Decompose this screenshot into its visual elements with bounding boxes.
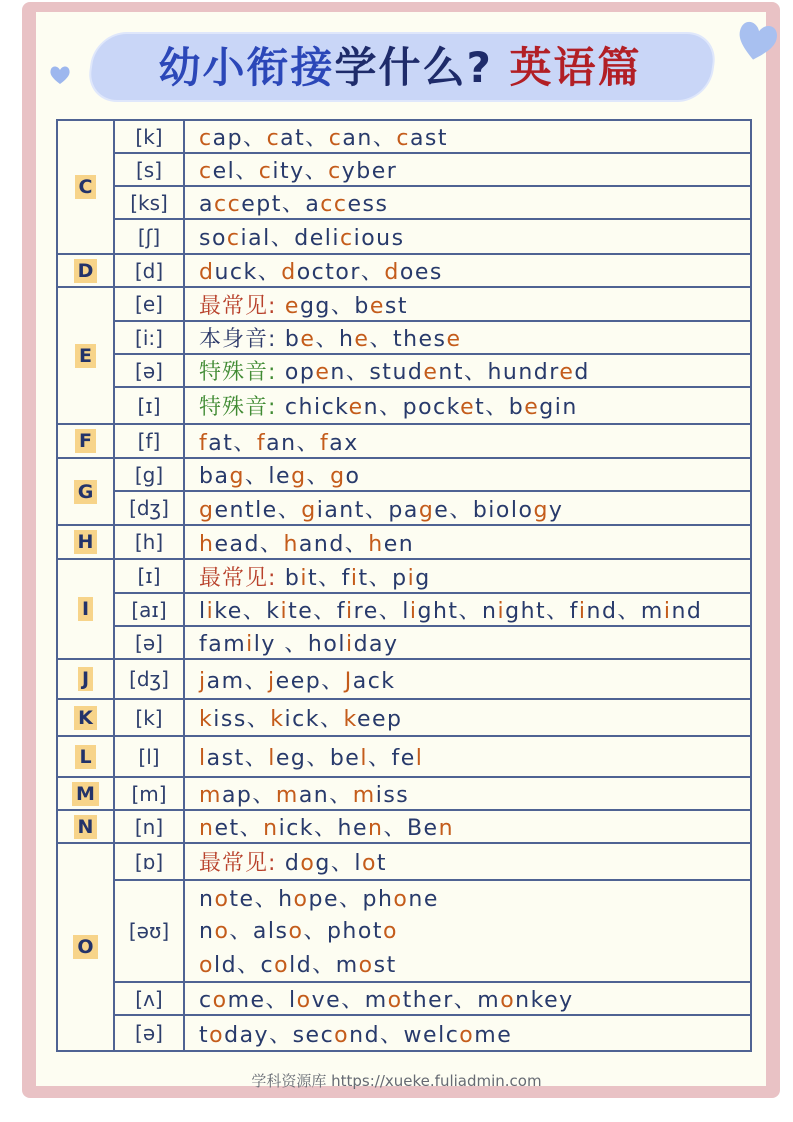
example-words [184,254,751,287]
highlighted-letter: c [396,126,410,151]
highlighted-letter: o [500,988,516,1013]
word-text: ack [352,668,396,694]
word-text: e、biolo [434,497,534,523]
word-text: l [199,599,207,624]
highlighted-letter: i [409,599,418,624]
word-text: te、h [229,886,294,912]
highlighted-letter: f [320,430,330,456]
highlighted-letter: l [268,746,276,771]
word-text: g [415,565,431,591]
example-words [184,777,751,810]
highlighted-letter: o [387,988,403,1013]
letter-badge: H [74,530,98,554]
page-title [120,36,680,100]
highlighted-letter: o [459,1022,475,1048]
sound-label: 特殊音: [199,360,277,385]
word-text: uck、 [214,260,282,285]
highlighted-letter: c [226,226,241,251]
word-text: 、h [315,327,355,352]
sound-label: 最常见: [199,851,277,876]
word-text: ke、k [214,599,281,624]
word-text: ast、 [206,746,269,771]
table-row [57,659,751,699]
phonetic-symbol: [ə] [114,1015,184,1051]
highlighted-letter: n [368,816,384,841]
heart-icon [48,64,72,86]
word-text: ax [329,430,359,456]
letter-cell [57,736,114,777]
phonetic-symbol: [m] [114,777,184,810]
highlighted-letter: o [212,988,228,1013]
word-text: ept、a [241,192,321,217]
highlighted-letter: i [497,599,506,624]
word-text: 、 [306,464,331,489]
word-text: g、l [315,851,362,876]
example-words [184,593,751,626]
word-text: b [284,327,301,352]
highlighted-letter: h [283,531,299,557]
highlighted-letter: c [266,126,281,151]
example-words [184,387,751,424]
word-text: t [199,1022,210,1048]
heart-icon [734,18,780,64]
word-text: 、le [244,464,292,489]
title-part-1: 幼小衔接 [158,43,335,92]
word-text: eep [356,707,403,732]
highlighted-letter: m [275,783,299,808]
highlighted-letter: j [268,668,276,694]
highlighted-letter: c [258,159,273,184]
word-text: octor、 [296,260,385,285]
phonetic-symbol: [ɒ] [114,843,184,880]
highlighted-letter: i [280,599,289,624]
word-text: an、 [298,783,353,808]
highlighted-letter: f [199,430,209,456]
word-text: ick、 [284,707,344,732]
word-text: eg、be [275,746,361,771]
phonetic-symbol: [i:] [114,321,184,354]
highlighted-letter: m [199,783,222,808]
highlighted-letter: o [358,953,374,978]
word-text: eep、 [275,668,345,694]
word-text: n、pock [363,395,461,420]
letter-cell [57,458,114,525]
example-words [184,287,751,321]
highlighted-letter: e [369,293,385,319]
letter-cell [57,424,114,458]
word-text: 、als [229,919,289,944]
word-text: ick、he [278,816,369,841]
highlighted-letter: e [315,360,331,385]
table-row [57,843,751,880]
highlighted-letter: n [263,816,279,841]
table-row [57,1015,751,1051]
phonetic-symbol: [f] [114,424,184,458]
phonetic-symbol: [g] [114,458,184,491]
word-text: ast [409,126,449,151]
word-text: oes [399,260,443,285]
letter-cell [57,810,114,843]
phonetic-symbol: [k] [114,120,184,153]
highlighted-letter: e [524,395,540,420]
table-row [57,321,751,354]
highlighted-letter: f [256,430,267,456]
highlighted-letter: l [360,746,368,771]
phonetic-symbol: [d] [114,254,184,287]
word-text: 、thes [369,327,447,352]
letter-badge: L [75,745,95,769]
letter-badge: I [78,597,93,621]
highlighted-letter: h [199,531,215,557]
highlighted-letter: i [350,565,359,591]
word-text: 、phot [303,919,383,944]
highlighted-letter: o [382,919,398,944]
table-row [57,120,751,153]
phonetic-symbol: [h] [114,525,184,559]
word-text: iant、pa [316,497,419,523]
word-text: b [284,565,301,591]
highlighted-letter: d [281,260,297,285]
table-row [57,699,751,736]
letter-badge: F [75,429,96,453]
letter-badge: N [74,815,98,839]
word-text: fam [199,632,247,657]
highlighted-letter: cc [213,192,242,217]
highlighted-letter: n [438,816,455,841]
word-text: te、f [288,599,347,624]
highlighted-letter: o [293,886,309,912]
word-text: ity、 [272,159,329,184]
table-row [57,736,751,777]
highlighted-letter: o [334,1022,350,1048]
example-words [184,736,751,777]
highlighted-letter: c [199,126,213,151]
highlighted-letter: m [352,783,376,808]
phonetic-symbol: [dʒ] [114,491,184,525]
letter-badge: D [74,259,98,283]
example-words [184,810,751,843]
example-words [184,982,751,1015]
example-words [184,659,751,699]
highlighted-letter: g [229,464,245,489]
letter-cell [57,843,114,1051]
word-text: gin [539,395,578,420]
word-text: t [376,851,388,876]
table-row [57,982,751,1015]
word-text: ly 、hol [253,632,346,657]
title-part-2: 学什么? [334,43,493,92]
highlighted-letter: j [199,668,207,694]
highlighted-letter: i [346,599,354,624]
phonetic-symbol: [əʊ] [114,880,184,982]
example-words [184,153,751,186]
highlighted-letter: i [246,632,254,657]
highlighted-letter: e [300,327,316,352]
highlighted-letter: k [270,707,285,732]
table-row [57,458,751,491]
letter-badge: O [73,935,97,959]
highlighted-letter: d [199,260,215,285]
word-text: d [574,360,590,385]
word-text: a [199,192,214,217]
phonetic-symbol: [e] [114,287,184,321]
example-words [184,458,751,491]
word-text: o [345,464,361,489]
highlighted-letter: e [423,360,439,385]
highlighted-letter: i [578,599,587,624]
table-row [57,810,751,843]
table-row [57,186,751,219]
word-text: 、fe [367,746,416,771]
highlighted-letter: i [407,565,416,591]
phonetic-symbol: [ɪ] [114,387,184,424]
letter-badge: M [72,782,99,806]
sound-label: 最常见: [199,293,277,319]
example-words [184,880,751,913]
word-text: t、f [308,565,351,591]
table-row [57,593,751,626]
highlighted-letter: o [296,988,312,1013]
phonetic-symbol: [s] [114,153,184,186]
example-words [184,525,751,559]
word-text: entle、 [214,497,302,523]
word-text: nd [671,599,703,624]
highlighted-letter: e [446,327,462,352]
highlighted-letter: e [284,293,300,319]
phonetic-symbol: [ʃ] [114,219,184,254]
example-words [184,843,751,880]
word-text: iss [375,783,410,808]
letter-cell [57,699,114,736]
word-text: nd、m [586,599,664,624]
example-words [184,491,751,525]
word-text: day [353,632,399,657]
word-text: 、Be [383,816,439,841]
highlighted-letter: g [330,464,346,489]
highlighted-letter: J [344,668,353,694]
letter-cell [57,120,114,254]
word-text: at、 [280,126,329,151]
word-text: el、 [212,159,259,184]
word-text: op [284,360,316,385]
phonetic-symbol: [ks] [114,186,184,219]
title-part-3: 英语篇 [509,43,642,92]
highlighted-letter: c [339,226,354,251]
highlighted-letter: g [291,464,307,489]
letter-cell [57,659,114,699]
example-words [184,424,751,458]
table-row [57,777,751,810]
example-words [184,1015,751,1051]
word-text: en [383,531,415,557]
word-text: nd、welc [349,1022,460,1048]
example-words [184,559,751,593]
word-text: yber [341,159,398,184]
highlighted-letter: o [214,919,230,944]
word-text: am、 [206,668,269,694]
highlighted-letter: o [393,886,409,912]
phonetic-symbol: [ɪ] [114,559,184,593]
word-text: st [373,953,397,978]
word-text: d [284,851,301,876]
word-text: at、 [208,430,257,456]
table-row [57,287,751,321]
highlighted-letter: e [559,360,575,385]
word-text: me、l [227,988,297,1013]
example-words [184,219,751,254]
example-words [184,946,751,982]
sound-label: 特殊音: [199,395,277,420]
letter-badge: J [78,667,93,691]
highlighted-letter: d [384,260,400,285]
word-text: me [474,1022,513,1048]
highlighted-letter: i [300,565,309,591]
highlighted-letter: g [199,497,215,523]
highlighted-letter: o [361,851,377,876]
phonetic-symbol: [ə] [114,626,184,659]
table-row [57,153,751,186]
word-text: n [199,919,215,944]
letter-cell [57,254,114,287]
highlighted-letter: e [348,395,364,420]
word-text: t、p [358,565,408,591]
word-text: chick [284,395,349,420]
word-text: ap、 [221,783,276,808]
highlighted-letter: k [343,707,357,732]
table-row [57,491,751,525]
highlighted-letter: g [301,497,317,523]
highlighted-letter: e [460,395,476,420]
word-text: n [199,886,215,912]
word-text: pe、ph [308,886,394,912]
word-text: t、b [475,395,525,420]
table-row [57,424,751,458]
highlighted-letter: c [328,126,343,151]
word-text: st [384,293,409,319]
highlighted-letter: i [663,599,672,624]
highlighted-letter: c [328,159,342,184]
phonetic-symbol: [l] [114,736,184,777]
word-text: y [548,497,564,523]
highlighted-letter: h [368,531,384,557]
highlighted-letter: c [199,159,213,184]
word-text: day、sec [224,1022,335,1048]
table-row [57,559,751,593]
table-row [57,880,751,913]
word-text: ap、 [212,126,267,151]
example-words [184,354,751,387]
letter-cell [57,287,114,424]
footer-source: 学科资源库 https://xueke.fuliadmin.com [251,1072,542,1090]
highlighted-letter: o [214,886,230,912]
letter-badge: C [75,175,97,199]
word-text: ess [347,192,389,217]
example-words [184,913,751,946]
word-text: n、stud [330,360,424,385]
example-words [184,186,751,219]
highlighted-letter: n [199,816,215,841]
word-text: c [199,988,213,1013]
highlighted-letter: g [418,497,435,523]
table-row [57,525,751,559]
highlighted-letter: l [199,746,207,771]
letter-cell [57,559,114,659]
word-text: ial、deli [240,226,340,251]
highlighted-letter: g [533,497,549,523]
example-words [184,699,751,736]
word-text: re、l [353,599,410,624]
phonetic-symbol: [k] [114,699,184,736]
phonics-table [56,119,752,1052]
highlighted-letter: o [300,851,316,876]
highlighted-letter: o [209,1022,225,1048]
word-text: nt、hundr [438,360,560,385]
highlighted-letter: k [199,707,214,732]
word-text: iss、 [213,707,271,732]
word-text: ld、c [213,953,275,978]
example-words [184,321,751,354]
highlighted-letter: cc [320,192,348,217]
sound-label: 本身音: [199,327,277,352]
word-text: ve、m [311,988,388,1013]
word-text: et、 [214,816,264,841]
sound-label: 最常见: [199,565,277,591]
word-text: ne [408,886,439,912]
highlighted-letter: e [354,327,370,352]
phonetic-symbol: [n] [114,810,184,843]
highlighted-letter: o [199,953,214,978]
phonetic-symbol: [dʒ] [114,659,184,699]
highlighted-letter: o [274,953,290,978]
highlighted-letter: i [345,632,354,657]
highlighted-letter: o [288,919,304,944]
word-text: ther、m [402,988,501,1013]
highlighted-letter: i [206,599,215,624]
word-text: gg、b [299,293,370,319]
table-row [57,254,751,287]
table-row [57,626,751,659]
word-text: and、 [298,531,369,557]
word-text: an、 [342,126,397,151]
word-text: ght、n [417,599,498,624]
letter-badge: E [75,344,96,368]
word-text: ld、m [289,953,359,978]
highlighted-letter: l [415,746,424,771]
word-text: ght、f [505,599,579,624]
word-text: an、 [266,430,321,456]
phonetic-symbol: [ʌ] [114,982,184,1015]
table-row [57,354,751,387]
word-text: so [199,226,227,251]
phonetic-symbol: [ə] [114,354,184,387]
letter-cell [57,525,114,559]
table-row [57,387,751,424]
letter-cell [57,777,114,810]
word-text: ead、 [214,531,284,557]
letter-badge: K [74,706,97,730]
word-text: nkey [515,988,574,1013]
table-row [57,219,751,254]
word-text: ba [199,464,230,489]
letter-badge: G [74,480,98,504]
example-words [184,626,751,659]
example-words [184,120,751,153]
phonetic-symbol: [aɪ] [114,593,184,626]
word-text: ious [353,226,405,251]
